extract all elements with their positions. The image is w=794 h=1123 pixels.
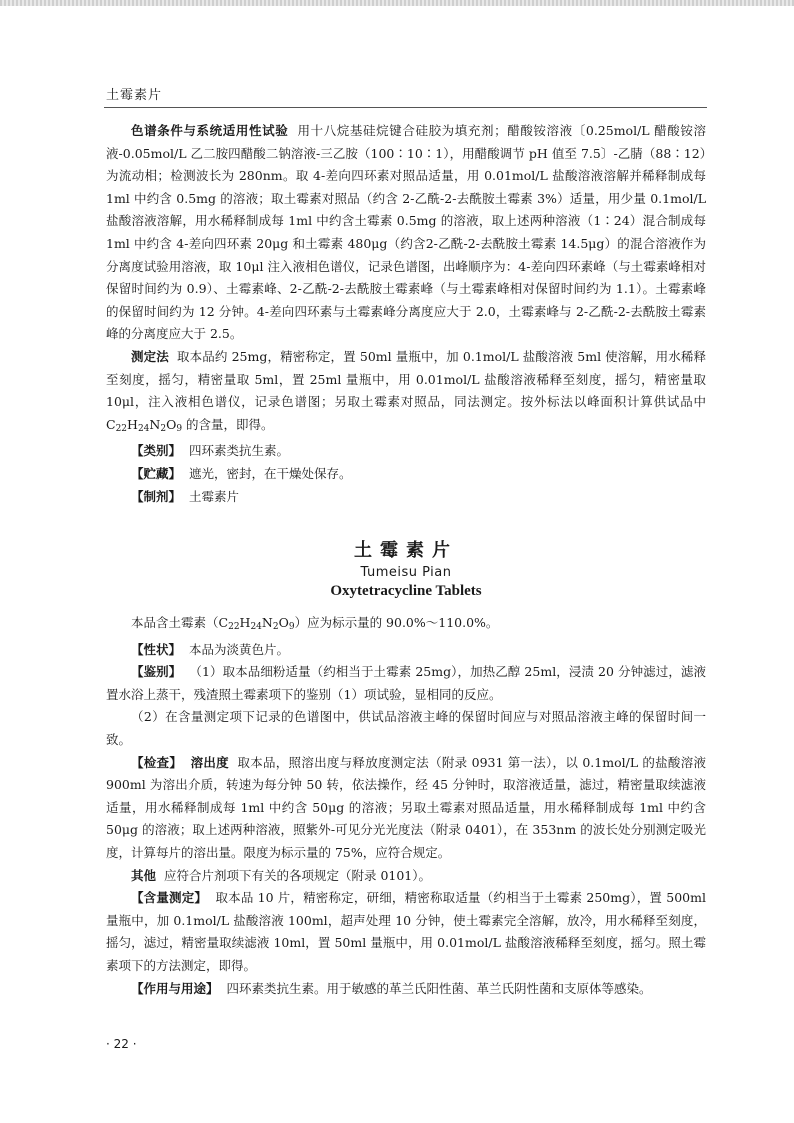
content-formula: $C_{22}H_{24}N_2O_9$	[218, 615, 295, 633]
use-label: 【作用与用途】	[131, 980, 219, 996]
assay-method-label: 测定法	[131, 348, 169, 364]
use-paragraph: 【作用与用途】 四环素类抗生素。用于敏感的革兰氏阳性菌、革兰氏阴性菌和支原体等感染。	[131, 980, 652, 996]
page-content	[106, 120, 706, 1000]
running-head: 土霉素片	[106, 88, 163, 103]
other-label: 其他	[131, 867, 157, 883]
top-decorative-rule	[0, 0, 794, 6]
storage-paragraph	[106, 463, 706, 486]
category-label: 【类别】	[131, 443, 182, 459]
chromatography-label: 色谱条件与系统适用性试验	[131, 123, 289, 138]
check-label: 【检查】	[131, 754, 183, 770]
identification-paragraph-2: （2）在含量测定项下记录的色谱图中，供试品溶液主峰的保留时间应与对照品溶液主峰的保留时间一致。	[106, 709, 706, 748]
content-paragraph: 本品含土霉素$(C_{22}H_{24}N_2O_9)$应为标示量的 90.0%～110.0%。	[131, 615, 499, 633]
preparation-paragraph	[106, 486, 706, 509]
content-assay-paragraph: 【含量测定】 取本品 10 片，精密称定，研细，精密称取适量（约相当于土霉素 250mg），置 500ml 量瓶中，加 0.1mol/L 盐酸溶液 100ml，超声处理 10 分钟，使土霉素完全溶解，放冷，用水稀释至刻度，摇匀，滤过，精密量取续滤液 10ml，置 50ml 量瓶中，用 0.01mol/L 盐酸溶液稀释至刻度，摇匀。照土霉素项下的方法测定，即得。	[106, 890, 706, 973]
monograph-pinyin: Tumeisu Pian	[360, 565, 452, 581]
molecular-formula: $C_{22}H_{24}N_2O_9$	[106, 416, 183, 434]
dissolution-label: 溶出度	[190, 754, 229, 770]
chromatography-text: 用十八烷基硅烷键合硅胶为填充剂；醋酸铵溶液〔0.25mol/L 醋酸铵溶液-0.05mol/L 乙二胺四醋酸二钠溶液-三乙胺（100∶10∶1），用醋酸调节 pH 值至 7.5〕-乙腈（88∶12）为流动相；检测波长为 280nm。取 4-差向四环素对照品适量，用 0.01mol/L 盐酸溶液溶解并稀释制成每 1ml 中约含 0.5mg 的溶液；取土霉素对照品（约含 2-乙酰-2-去酰胺土霉素 3%）适量，用少量 0.1mol/L 盐酸溶液溶解，用水稀释制成每 1ml 中约含土霉素 0.5mg 的溶液，取上述两种溶液（1∶24）混合制成每 1ml 中约含 4-差向四环素 20μg 和土霉素 480μg（约含2-乙酰-2-去酰胺土霉素 14.5μg）的混合溶液作为分离度试验用溶液，取 10μl 注入液相色谱仪，记录色谱图，出峰顺序为：4-差向四环素峰（与土霉素峰相对保留时间约为 0.9）、土霉素峰、2-乙酰-2-去酰胺土霉素峰（与土霉素峰相对保留时间约为 1.1）。土霉素峰的保留时间约为 12 分钟。4-差向四环素与土霉素峰分离度应大于 2.0，土霉素峰与 2-乙酰-2-去酰胺土霉素峰的分离度应大于 2.5。	[106, 123, 706, 342]
identification-paragraph-1: 【鉴别】 （1）取本品细粉适量（约相当于土霉素 25mg），加热乙醇 25ml，浸渍 20 分钟滤过，滤液置水浴上蒸干，残渣照土霉素项下的鉴别（1）项试验，显相同的反应。	[106, 664, 706, 702]
assay-method-text-1: 取本品约 25mg，精密称定，置 50ml 量瓶中，加 0.1mol/L 盐酸溶液 5ml 使溶解，用水稀释至刻度，摇匀，精密量取 5ml，置 25ml 量瓶中，用 0.01mol/L 盐酸溶液稀释至刻度，摇匀，精密量取 10μl，注入液相色谱仪，记录色谱图；另取土霉素对照品，同法测定。按外标法以峰面积计算供试品中	[106, 348, 706, 410]
header-rule	[104, 107, 707, 108]
category-paragraph	[106, 440, 706, 463]
page-number: · 22 ·	[106, 1037, 137, 1051]
monograph-english-title: Oxytetracycline Tablets	[330, 583, 482, 600]
category-text: 四环素类抗生素。	[188, 443, 289, 459]
other-paragraph: 其他 应符合片剂项下有关的各项规定（附录 0101）。	[131, 867, 432, 883]
assay-method-paragraph	[106, 346, 706, 440]
assay-method-text-2: 的含量，即得。	[182, 416, 274, 432]
storage-text: 遮光，密封，在干燥处保存。	[188, 465, 352, 481]
storage-label: 【贮藏】	[131, 465, 182, 481]
chromatography-paragraph	[106, 120, 706, 346]
property-label: 【性状】	[131, 641, 182, 657]
monograph-title: 土霉素片	[354, 540, 458, 562]
preparation-text: 土霉素片	[188, 488, 239, 504]
dissolution-paragraph: 【检查】 溶出度 取本品，照溶出度与释放度测定法（附录 0931 第一法），以 0.1mol/L 的盐酸溶液 900ml 为溶出介质，转速为每分钟 50 转，依法操作，经 45 分钟时，取溶液适量，滤过，精密量取续滤液适量，用水稀释制成每 1ml 中约含 50μg 的溶液；另取土霉素对照品适量，用水稀释制成每 1ml 中约含 50μg 的溶液；取上述两种溶液，照紫外-可见分光光度法（附录 0401），在 353nm 的波长处分别测定吸光度，计算每片的溶出量。限度为标示量的 75%，应符合规定。	[106, 754, 706, 861]
content-assay-label: 【含量测定】	[131, 890, 208, 906]
preparation-label: 【制剂】	[131, 488, 182, 504]
identification-label: 【鉴别】	[131, 664, 182, 680]
property-paragraph: 【性状】 本品为淡黄色片。	[131, 641, 289, 657]
